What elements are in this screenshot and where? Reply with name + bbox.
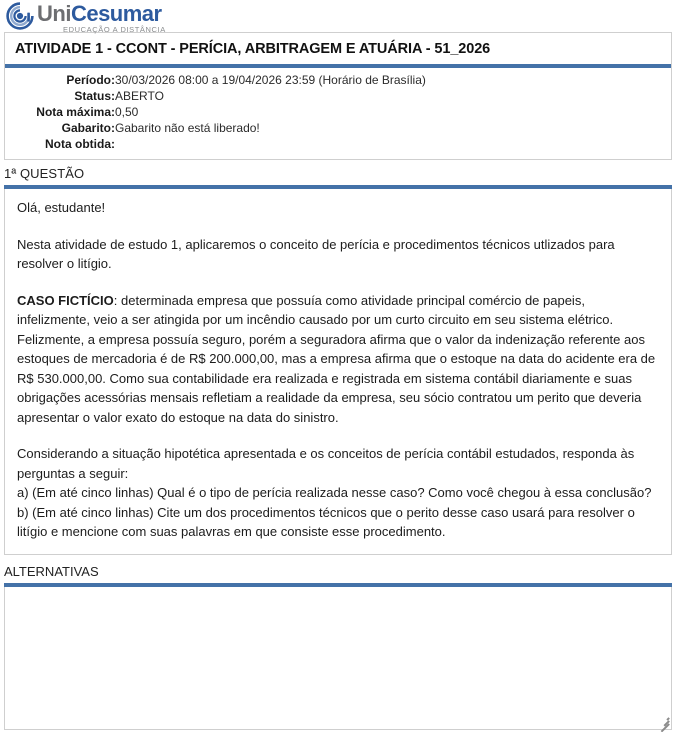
brand-tagline: EDUCAÇÃO A DISTÂNCIA (63, 25, 166, 34)
info-value-nota-maxima: 0,50 (115, 105, 139, 119)
info-value-periodo: 30/03/2026 08:00 a 19/04/2026 23:59 (Horário de Brasília) (115, 73, 426, 87)
info-value-nota-obtida (115, 137, 671, 153)
case-text: : determinada empresa que possuía como atividade principal comércio de papeis, infelizmente, veio a ser atingida por um incêndio causado por um curto circuito em seu sistema elétrico. Felizmente, a empresa possuía seguro, porém a seguradora afirma que o valor da indenização referente aos estoques de mercadoria é de R$ 200.000,00, mas a empresa afirma que o estoque na data do acidente era de R$ 530.000,00. Como sua contabilidade era realizada e registrada em sistema contábil diariamente e suas obrigações acessórias mensais refletiam a realidade da empresa, seu sócio contratou um perito que deveria apresentar o valor exato do estoque na data do sinistro. (17, 292, 656, 425)
info-value-gabarito: Gabarito não está liberado! (115, 121, 260, 135)
question-panel (4, 189, 672, 555)
table-row (5, 105, 671, 121)
question-prompt: Considerando a situação hipotética apresentada e os conceitos de perícia contábil estudados, responda às perguntas a seguir: (17, 446, 635, 481)
info-value-status: ABERTO (115, 89, 164, 103)
alternatives-section-label: ALTERNATIVAS (4, 563, 99, 579)
question-item-a: a) (Em até cinco linhas) Qual é o tipo de perícia realizada nesse caso? Como você chegou à essa conclusão? (17, 485, 652, 500)
table-row (5, 137, 671, 153)
info-label-gabarito: Gabarito: (61, 121, 115, 135)
unicesumar-logo-icon (6, 2, 34, 30)
answer-input[interactable] (5, 587, 671, 729)
question-case (17, 291, 659, 428)
case-label: CASO FICTÍCIO (17, 292, 114, 308)
question-section-label: 1ª QUESTÃO (4, 166, 85, 181)
table-row (5, 89, 671, 105)
brand-header (0, 0, 676, 32)
table-row (5, 121, 671, 137)
question-body (5, 189, 671, 554)
info-label-periodo: Período: (66, 73, 115, 87)
brand-wordmark (37, 3, 166, 25)
info-label-status: Status: (74, 89, 115, 103)
question-greeting: Olá, estudante! (17, 200, 106, 215)
brand-name-uni: Uni (37, 1, 71, 26)
activity-info-panel (5, 68, 671, 159)
info-label-nota-obtida: Nota obtida: (45, 137, 115, 151)
table-row (5, 73, 671, 89)
info-label-nota-maxima: Nota máxima: (36, 105, 115, 119)
answer-panel (4, 587, 672, 730)
question-intro: Nesta atividade de estudo 1, aplicaremos o conceito de perícia e procedimentos técnicos utlizados para resolver o litígio. (17, 236, 615, 271)
brand-name-cesumar: Cesumar (70, 1, 162, 26)
page-title: ATIVIDADE 1 - CCONT - PERÍCIA, ARBITRAGEM E ATUÁRIA - 51_2026 (15, 41, 491, 57)
activity-header-panel (4, 32, 672, 160)
activity-info-table (5, 73, 671, 153)
question-item-b: b) (Em até cinco linhas) Cite um dos procedimentos técnicos que o perito desse caso usará para resolver o litígio e mencione com suas palavras em que consiste esse procedimento. (17, 504, 635, 539)
